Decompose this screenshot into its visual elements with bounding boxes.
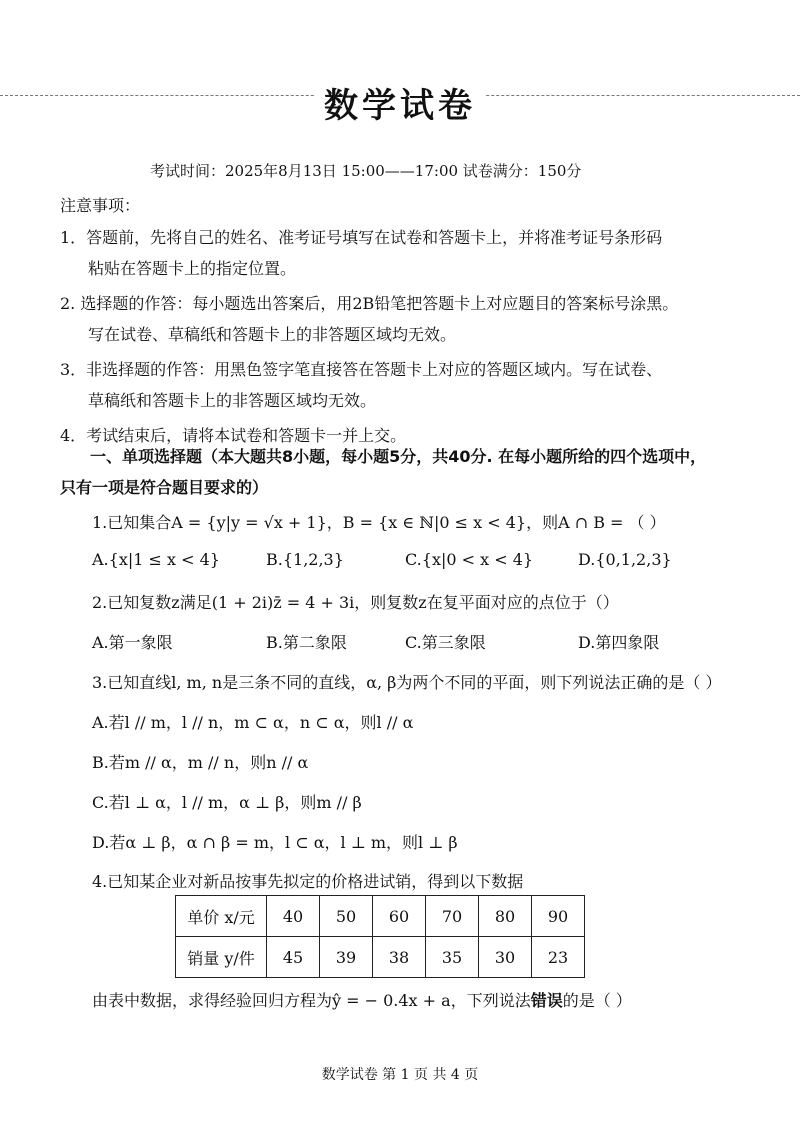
exam-info: 考试时间：2025年8月13日 15:00——17:00 试卷满分：150分 bbox=[150, 162, 582, 180]
emphasis-text: 错误 bbox=[530, 991, 563, 1010]
question-3-option-c: C.若l ⊥ α，l // m，α ⊥ β，则m // β bbox=[92, 793, 362, 812]
table-cell: 30 bbox=[479, 937, 532, 978]
price-sales-table bbox=[175, 895, 585, 978]
question-2-option-a: A.第一象限 bbox=[92, 633, 173, 652]
table-row bbox=[176, 896, 585, 937]
question-3-option-a: A.若l // m，l // n，m ⊂ α，n ⊂ α，则l // α bbox=[92, 713, 414, 732]
notice-item: 2. 选择题的作答：每小题选出答案后，用2B铅笔把答题卡上对应题目的答案标号涂黑。 写在试卷、草稿纸和答题卡上的非答题区域均无效。 bbox=[60, 294, 679, 344]
question-1-stem: 1.已知集合A = {y|y = √x + 1}，B = {x ∈ ℕ|0 ≤ x < 4}，则A ∩ B = （ ） bbox=[92, 513, 666, 532]
notice-item: 4．考试结束后，请将本试卷和答题卡一并上交。 bbox=[60, 426, 407, 445]
table-cell: 60 bbox=[373, 896, 426, 937]
question-2-option-c: C.第三象限 bbox=[405, 633, 486, 652]
table-cell: 45 bbox=[267, 937, 320, 978]
question-2-option-d: D.第四象限 bbox=[578, 633, 660, 652]
question-4-stem: 4.已知某企业对新品按事先拟定的价格进试销，得到以下数据 bbox=[92, 872, 524, 891]
table-cell: 23 bbox=[532, 937, 585, 978]
question-4-followup: 由表中数据，求得经验回归方程为ŷ = − 0.4x + a，下列说法错误的是（ ） bbox=[92, 991, 632, 1010]
question-1-option-a: A.{x|1 ≤ x < 4} bbox=[92, 550, 220, 569]
notice-heading: 注意事项： bbox=[60, 196, 141, 215]
table-cell: 80 bbox=[479, 896, 532, 937]
notice-item: 3．非选择题的作答：用黑色签字笔直接答在答题卡上对应的答题区域内。写在试卷、 草稿纸和答题卡上的非答题区域均无效。 bbox=[60, 360, 663, 410]
question-1-option-b: B.{1,2,3} bbox=[266, 550, 344, 569]
table-cell: 38 bbox=[373, 937, 426, 978]
table-cell: 39 bbox=[320, 937, 373, 978]
table-cell: 70 bbox=[426, 896, 479, 937]
question-2-option-b: B.第二象限 bbox=[266, 633, 347, 652]
table-row-header: 单价 x/元 bbox=[176, 896, 267, 937]
table-cell: 90 bbox=[532, 896, 585, 937]
section-heading: 一、单项选择题（本大题共8小题，每小题5分，共40分. 在每小题所给的四个选项中， 只有一项是符合题目要求的） bbox=[60, 447, 707, 497]
table-cell: 35 bbox=[426, 937, 479, 978]
notice-list bbox=[60, 222, 750, 455]
question-1-option-d: D.{0,1,2,3} bbox=[578, 550, 672, 569]
table-cell: 50 bbox=[320, 896, 373, 937]
question-2-stem: 2.已知复数z满足(1 + 2i)z̄ = 4 + 3i，则复数z在复平面对应的点位于（） bbox=[92, 593, 619, 612]
question-3-stem: 3.已知直线l, m, n是三条不同的直线，α, β为两个不同的平面，则下列说法正确的是（ ） bbox=[92, 673, 722, 692]
table-cell: 40 bbox=[267, 896, 320, 937]
table-row bbox=[176, 937, 585, 978]
question-1-option-c: C.{x|0 < x < 4} bbox=[405, 550, 534, 569]
question-3-option-b: B.若m // α，m // n，则n // α bbox=[92, 753, 309, 772]
question-3-option-d: D.若α ⊥ β，α ∩ β = m，l ⊂ α，l ⊥ m，则l ⊥ β bbox=[92, 833, 458, 852]
notice-item: 1．答题前，先将自己的姓名、准考证号填写在试卷和答题卡上，并将准考证号条形码 粘贴在答题卡上的指定位置。 bbox=[60, 228, 663, 278]
table-row-header: 销量 y/件 bbox=[176, 937, 267, 978]
page-footer: 数学试卷 第 1 页 共 4 页 bbox=[321, 1067, 479, 1083]
page-title: 数学试卷 bbox=[0, 78, 800, 127]
